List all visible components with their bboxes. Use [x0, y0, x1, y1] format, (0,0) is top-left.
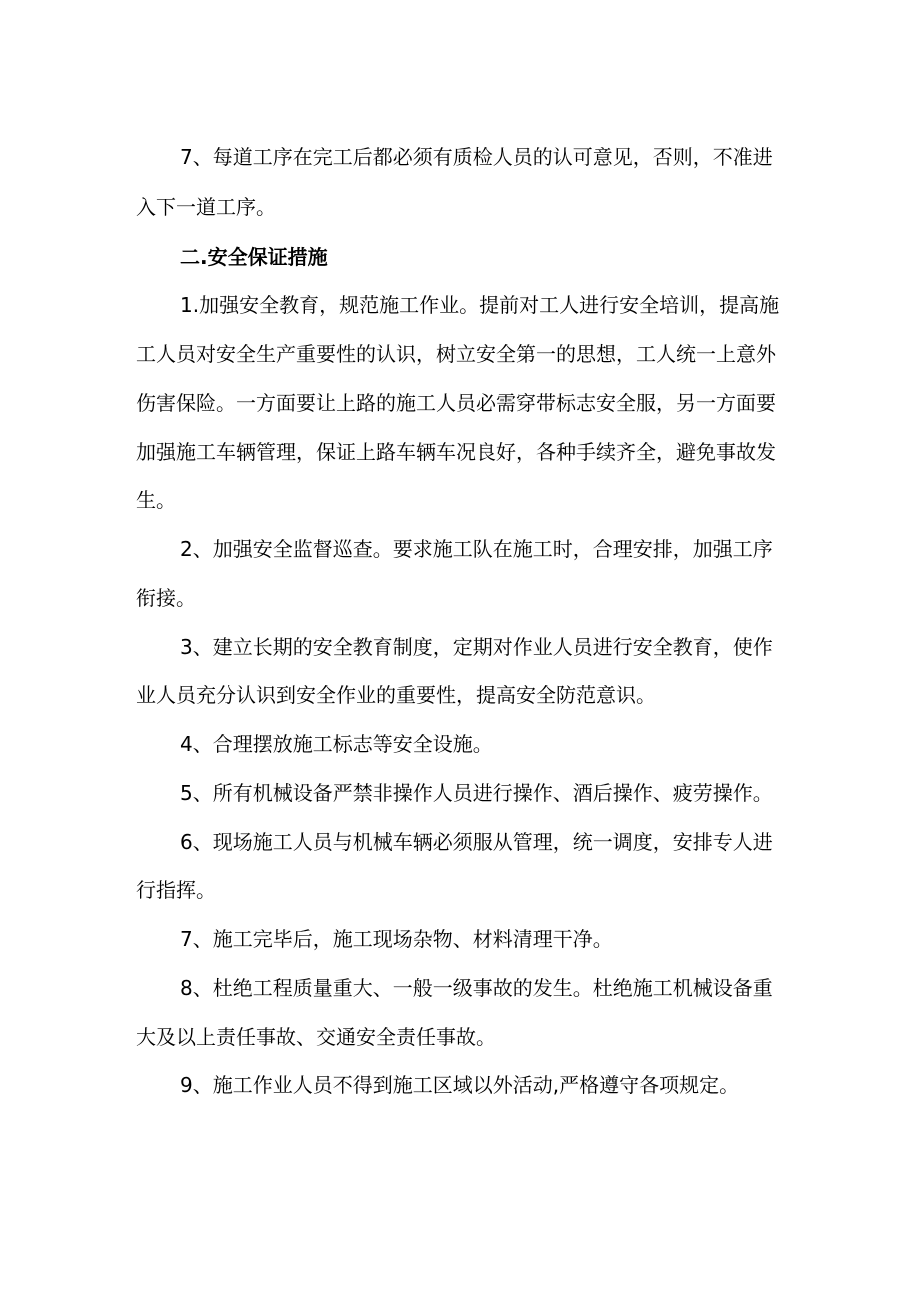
safety-item-4: 4、合理摆放施工标志等安全设施。 [180, 732, 493, 756]
safety-item-1-line-3: 伤害保险。一方面要让上路的施工人员必需穿带标志安全服，另一方面要 [136, 391, 776, 415]
safety-item-1-line-5: 生。 [136, 488, 176, 512]
safety-item-2-line-1: 2、加强安全监督巡查。要求施工队在施工时，合理安排，加强工序 [180, 537, 773, 561]
safety-item-5: 5、所有机械设备严禁非操作人员进行操作、酒后操作、疲劳操作。 [180, 781, 773, 805]
safety-item-3-line-2: 业人员充分认识到安全作业的重要性，提高安全防范意识。 [136, 683, 656, 707]
safety-item-7: 7、施工完毕后，施工现场杂物、材料清理干净。 [180, 927, 613, 951]
safety-item-1-line-1: 1.加强安全教育，规范施工作业。提前对工人进行安全培训，提高施 [180, 293, 780, 317]
safety-item-1-line-2: 工人员对安全生产重要性的认识，树立安全第一的思想，工人统一上意外 [136, 342, 776, 366]
safety-item-9: 9、施工作业人员不得到施工区域以外活动,严格遵守各项规定。 [180, 1073, 740, 1097]
safety-item-1-line-4: 加强施工车辆管理，保证上路车辆车况良好，各种手续齐全，避免事故发 [136, 440, 776, 464]
safety-item-6-line-2: 行指挥。 [136, 878, 216, 902]
paragraph-7-line-1: 7、每道工序在完工后都必须有质检人员的认可意见，否则，不准进 [180, 145, 773, 169]
safety-item-8-line-1: 8、杜绝工程质量重大、一般一级事故的发生。杜绝施工机械设备重 [180, 976, 773, 1000]
section-heading-safety: 二.安全保证措施 [180, 245, 328, 269]
paragraph-7-line-2: 入下一道工序。 [136, 195, 276, 219]
safety-item-8-line-2: 大及以上责任事故、交通安全责任事故。 [136, 1025, 496, 1049]
safety-item-2-line-2: 衔接。 [136, 586, 196, 610]
safety-item-3-line-1: 3、建立长期的安全教育制度，定期对作业人员进行安全教育，使作 [180, 635, 773, 659]
safety-item-6-line-1: 6、现场施工人员与机械车辆必须服从管理，统一调度，安排专人进 [180, 830, 773, 854]
